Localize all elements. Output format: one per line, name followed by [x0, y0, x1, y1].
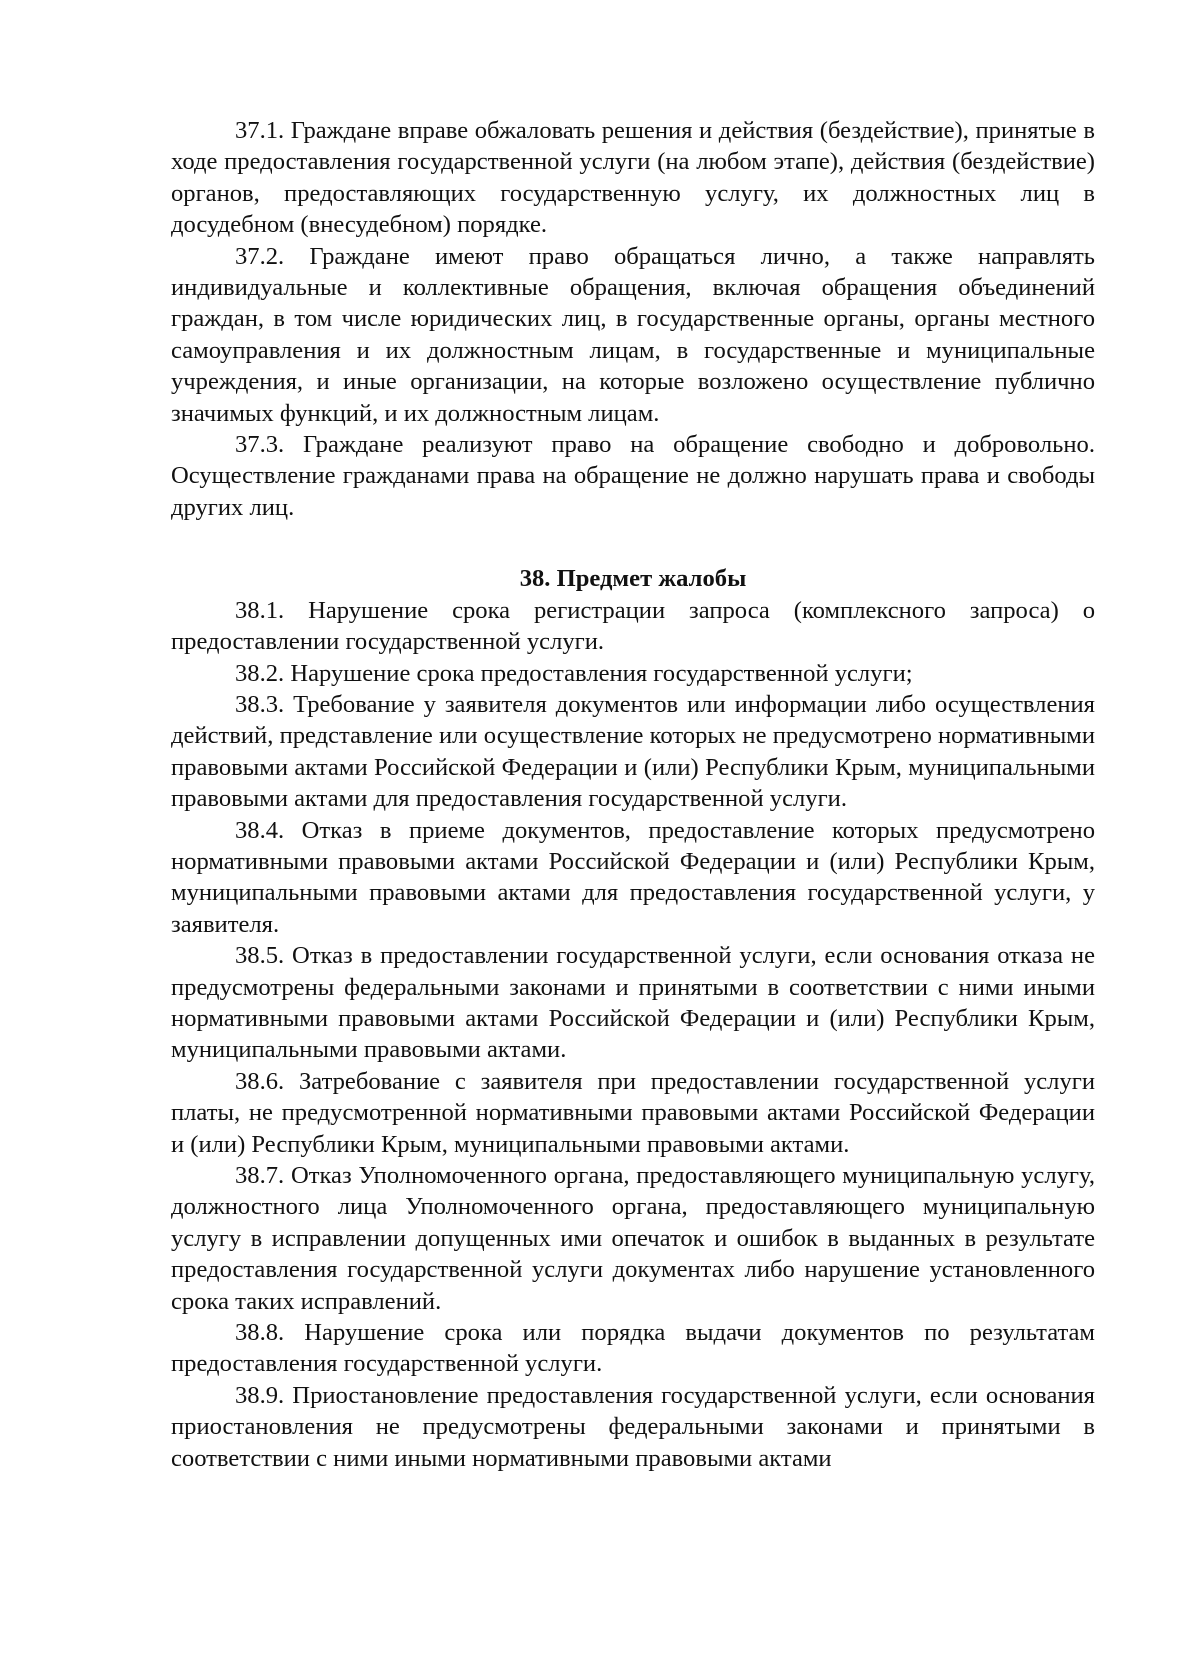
- paragraph-38-3: 38.3. Требование у заявителя документов или информации либо осуществления действий, представление или осуществление которых не предусмотрено нормативными правовыми актами Российской Федерации и (или) Республики Крым, муниципальными правовыми актами для предоставления государственной услуги.: [171, 690, 1095, 813]
- section-38-heading: 38. Предмет жалобы: [519, 565, 747, 593]
- paragraph-38-9: 38.9. Приостановление предоставления государственной услуги, если основания приостановления не предусмотрены федеральными законами и принятыми в соответствии с ними иными нормативными правовыми актами: [171, 1381, 1095, 1472]
- paragraph-38-7: 38.7. Отказ Уполномоченного органа, предоставляющего муниципальную услугу, должностного лица Уполномоченного органа, предоставляющего муниципальную услугу в исправлении допущенных ими опечаток и ошибок в выданных в результате предоставления государственной услуги документах либо нарушение установленного срока таких исправлений.: [171, 1162, 1095, 1315]
- paragraph-38-6: 38.6. Затребование с заявителя при предоставлении государственной услуги платы, не предусмотренной нормативными правовыми актами Российской Федерации и (или) Республики Крым, муниципальными правовыми актами.: [171, 1067, 1095, 1158]
- paragraph-38-5: 38.5. Отказ в предоставлении государственной услуги, если основания отказа не предусмотрены федеральными законами и принятыми в соответствии с ними иными нормативными правовыми актами Российской Федерации и (или) Республики Крым, муниципальными правовыми актами.: [171, 942, 1095, 1064]
- paragraph-38-4: 38.4. Отказ в приеме документов, предоставление которых предусмотрено нормативными правовыми актами Российской Федерации и (или) Республики Крым, муниципальными правовыми актами для предоставления государственной услуги, у заявителя.: [171, 816, 1095, 938]
- paragraph-37-1: 37.1. Граждане вправе обжаловать решения и действия (бездействие), принятые в ходе предоставления государственной услуги (на любом этапе), действия (бездействие) органов, предоставляющих государственную услугу, их должностных лиц в досудебном (внесудебном) порядке.: [171, 117, 1095, 239]
- document-body: [171, 115, 1095, 1474]
- paragraph-38-2: 38.2. Нарушение срока предоставления государственной услуги;: [235, 659, 913, 687]
- paragraph-38-8: 38.8. Нарушение срока или порядка выдачи документов по результатам предоставления государственной услуги.: [171, 1319, 1095, 1378]
- paragraph-37-2: 37.2. Граждане имеют право обращаться лично, а также направлять индивидуальные и коллективные обращения, включая обращения объединений граждан, в том числе юридических лиц, в государственные органы, органы местного самоуправления и их должностным лицам, в государственные и муниципальные учреждения, и иные организации, на которые возложено осуществление публично значимых функций, и их должностным лицам.: [171, 242, 1095, 427]
- paragraph-37-3: 37.3. Граждане реализуют право на обращение свободно и добровольно. Осуществление гражданами права на обращение не должно нарушать права и свободы других лиц.: [171, 431, 1095, 521]
- paragraph-38-1: 38.1. Нарушение срока регистрации запроса (комплексного запроса) о предоставлении государственной услуги.: [171, 596, 1095, 656]
